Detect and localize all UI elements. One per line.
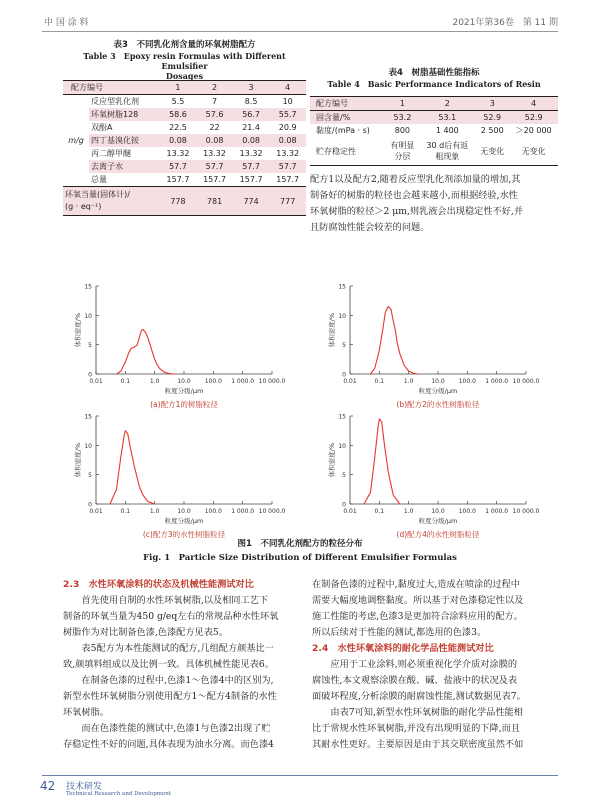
- text-line: 应用于工业涂料,则必须重视化学介质对涂膜的: [330, 659, 518, 670]
- left-column: [63, 577, 303, 753]
- text-line: 需要大幅度地调整黏度。所以基于对色漆稳定性以及: [312, 595, 524, 606]
- text-line: 配方1以及配方2,随着反应型乳化剂添加量的增加,其: [310, 174, 521, 185]
- table-cell: 52.9: [524, 113, 543, 122]
- table-cell: 56.7: [242, 110, 260, 119]
- y-tick-label: 10: [84, 442, 92, 450]
- y-tick-label: 15: [84, 283, 92, 291]
- x-tick-label: 0.01: [89, 378, 103, 385]
- text-line: 而在色漆性能的测试中,色漆1与色漆2出现了贮: [81, 723, 271, 734]
- series-line: [371, 307, 418, 375]
- subfigure-caption: (a)配方1的树脂粒径: [150, 400, 218, 409]
- text-line: 制备的环氧当量为450 g/eq左右的常规品种水性环氧: [63, 611, 279, 622]
- x-tick-label: 1.0: [149, 508, 160, 515]
- chart-panel: [73, 414, 286, 540]
- text-line: 施工性能的考虑,色漆3是更加符合涂料应用的配方。: [312, 611, 523, 622]
- x-tick-label: 1 000.0: [231, 378, 255, 385]
- y-axis-label: 体积密度/%: [328, 442, 336, 478]
- section-heading-2-3: 2.3 水性环氧涂料的状态及机械性能测试对比: [63, 579, 254, 590]
- text-line: 树脂作为对比制备色漆,色漆配方见表5。: [63, 627, 228, 638]
- x-tick-label: 10 000.0: [512, 508, 540, 515]
- y-tick-label: 0: [342, 371, 346, 379]
- x-tick-label: 1.0: [149, 378, 160, 385]
- table-cell: 53.2: [393, 113, 412, 122]
- table-cell: 0.08: [169, 136, 187, 145]
- header-rule: [42, 31, 558, 32]
- paragraph: [63, 673, 303, 721]
- x-tick-label: 10.0: [431, 508, 445, 515]
- figure-1-charts: [0, 270, 600, 539]
- table-row: [63, 173, 306, 187]
- table-cell: 13.32: [203, 149, 226, 158]
- table-row: [63, 134, 306, 147]
- y-tick-label: 15: [338, 413, 346, 421]
- figure-caption-en: Fig. 1 Particle Size Distribution of Different Emulsifier Formulas: [143, 553, 457, 563]
- table-cell: 781: [206, 196, 223, 206]
- table-cell: 57.6: [205, 110, 224, 119]
- figure-caption-cn: 图1 不同乳化剂配方的粒径分布: [237, 539, 363, 549]
- table-cell-name: 贮存稳定性: [316, 146, 356, 156]
- x-tick-label: 10.0: [177, 378, 191, 385]
- x-axis-label: 粒度分级/μm: [164, 517, 204, 525]
- y-tick-label: 5: [88, 472, 92, 480]
- table-cell: 157.7: [276, 175, 300, 184]
- y-axis-label: 体积密度/%: [328, 312, 336, 348]
- cell-line: 粗现象: [435, 152, 460, 161]
- x-tick-label: 0.01: [343, 378, 357, 385]
- table-cell: [385, 137, 419, 166]
- text-line: 表5配方为本性能测试的配方,几组配方颜基比一: [81, 643, 274, 654]
- chart-panel: [327, 414, 540, 540]
- table-cell: 0.08: [205, 136, 224, 145]
- x-tick-label: 1 000.0: [485, 378, 509, 385]
- subfigure-caption: (d)配方4的水性树脂粒径: [396, 530, 480, 539]
- x-tick-label: 100.0: [458, 508, 476, 515]
- cell-line: 分层: [394, 152, 411, 161]
- eq-label-line: 环氧当量(固体计)/: [65, 190, 130, 199]
- text-line: 环氧树脂。: [63, 707, 109, 718]
- y-tick-label: 10: [338, 442, 346, 450]
- table-cell: 53.1: [438, 113, 457, 122]
- x-tick-label: 0.01: [343, 508, 357, 515]
- text-line: 首先使用自制的水性环氧树脂,以及相同工艺下: [81, 595, 269, 606]
- x-tick-label: 10.0: [177, 508, 191, 515]
- table-row: [63, 108, 306, 121]
- table-cell: 0.08: [278, 136, 297, 145]
- x-tick-label: 100.0: [204, 508, 222, 515]
- table-cell-name: 四丁基溴化铵: [91, 136, 139, 145]
- table-row: [310, 111, 558, 125]
- table3: [63, 80, 306, 216]
- section-heading-2-4: 2.4 水性环氧涂料的耐化学品性能测试对比: [312, 643, 494, 654]
- x-tick-label: 10 000.0: [258, 508, 286, 515]
- page-number: 42: [40, 779, 56, 793]
- x-tick-label: 100.0: [458, 378, 476, 385]
- y-tick-label: 10: [84, 312, 92, 320]
- table-cell: 777: [280, 196, 296, 206]
- subfigure-caption: (c)配方3的水性树脂粒径: [142, 530, 226, 539]
- right-column: [312, 577, 558, 753]
- table-cell-name: 去离子水: [91, 162, 123, 171]
- table-cell: 57.7: [278, 162, 297, 171]
- table-cell: 57.7: [169, 162, 187, 171]
- text-line: 致,颜填料组成以及比例一致。具体机械性能见表6。: [63, 659, 274, 670]
- table-cell: [475, 137, 509, 166]
- table-cell: 21.4: [242, 123, 260, 132]
- x-axis-label: 粒度分级/μm: [418, 517, 458, 525]
- x-tick-label: 0.01: [89, 508, 103, 515]
- x-tick-label: 100.0: [204, 378, 222, 385]
- table3-title-en: Table 3 Epoxy resin Formulas with Different Emulsifier: [83, 51, 286, 71]
- table-cell: 774: [243, 196, 259, 206]
- table-row: [310, 124, 558, 137]
- table3-eq-label: [63, 187, 160, 216]
- text-line: 环氧树脂的粒径＞2 μm,则乳液会出现稳定性不好,并: [310, 206, 524, 217]
- table-cell: 1 400: [435, 126, 459, 135]
- footer-rule: [42, 775, 558, 776]
- y-tick-label: 0: [88, 371, 92, 379]
- cell-line: 有明显: [390, 141, 415, 150]
- cell-line: 无变化: [480, 146, 505, 156]
- paragraph: [63, 721, 303, 753]
- x-tick-label: 10.0: [431, 378, 445, 385]
- text-line: 腐蚀性,本文观察涂膜在酸、碱、盐液中的状况及表: [312, 675, 518, 686]
- x-tick-label: 1.0: [403, 508, 414, 515]
- x-tick-label: 0.1: [120, 378, 131, 385]
- journal-name: 中 国 涂 料: [44, 18, 89, 28]
- table-cell: 5.5: [171, 97, 185, 106]
- table3-title-en-2: Dosages: [165, 71, 204, 81]
- x-tick-label: 0.1: [120, 508, 131, 515]
- footer-label-en: Technical Research and Development: [66, 791, 171, 797]
- table-cell: 55.7: [278, 110, 297, 119]
- table3-head-3: 3: [248, 83, 254, 92]
- table4-block: [310, 68, 558, 89]
- table-cell: 52.9: [483, 113, 502, 122]
- x-tick-label: 10 000.0: [258, 378, 286, 385]
- paragraph: [312, 705, 558, 753]
- table-cell: 157.7: [239, 175, 263, 184]
- y-axis-label: 体积密度/%: [74, 442, 82, 478]
- table-cell: 2 500: [480, 126, 504, 135]
- table-cell: 13.32: [276, 149, 300, 158]
- series-line: [364, 419, 400, 504]
- right-top-paragraph: [310, 172, 558, 236]
- table-cell: 7: [211, 97, 218, 106]
- x-tick-label: 1.0: [403, 378, 414, 385]
- table-cell-name: 双酚A: [91, 123, 113, 132]
- table4-head-1: 1: [399, 99, 405, 108]
- table3-head-1: 1: [175, 83, 181, 92]
- table4-head-4: 4: [531, 99, 537, 108]
- table-cell-name: 总量: [91, 175, 107, 184]
- table-cell: 13.32: [239, 149, 263, 158]
- table4-head-3: 3: [489, 99, 495, 108]
- table4-head-2: 2: [444, 99, 450, 108]
- table-cell: 22.5: [169, 123, 187, 132]
- table3-title-cn: 表3 不同乳化剂含量的环氧树脂配方: [113, 40, 256, 50]
- paragraph: [63, 593, 303, 641]
- table-cell: 157.7: [166, 175, 190, 184]
- table-row: [63, 95, 306, 109]
- x-axis-label: 粒度分级/μm: [418, 387, 458, 395]
- y-tick-label: 0: [88, 501, 92, 509]
- table-cell: 57.7: [242, 162, 260, 171]
- table-cell-name: 丙二醇甲醚: [91, 149, 131, 158]
- x-tick-label: 1 000.0: [231, 508, 255, 515]
- table4-title-en: Table 4 Basic Performance Indicators of Resin: [327, 79, 541, 89]
- table-row: [63, 160, 306, 173]
- issue-info: 2021年第36卷 第 11 期: [452, 18, 558, 28]
- y-tick-label: 0: [342, 501, 346, 509]
- paragraph: [63, 641, 303, 673]
- eq-label-line: (g · eq⁻¹): [65, 202, 102, 211]
- x-tick-label: 0.1: [374, 508, 385, 515]
- table-cell: 778: [170, 196, 186, 206]
- table-cell-name: 反应型乳化剂: [91, 97, 139, 106]
- subfigure-caption: (b)配方2的水性树脂粒径: [396, 400, 480, 409]
- x-tick-label: 1 000.0: [485, 508, 509, 515]
- chart-panel: [73, 284, 286, 410]
- footer-label-cn: 技术研发: [66, 782, 103, 792]
- text-line: 在制备色漆的过程中,色漆1～色漆4中的区别为,: [81, 675, 274, 686]
- y-axis-label: 体积密度/%: [74, 312, 82, 348]
- y-tick-label: 5: [342, 472, 346, 480]
- cell-line: 无变化: [521, 146, 546, 156]
- series-line: [117, 329, 176, 374]
- x-tick-label: 10 000.0: [512, 378, 540, 385]
- table3-unit-cell: m/g: [63, 95, 89, 187]
- table-cell: ＞20 000: [515, 126, 552, 135]
- table-cell: 13.32: [166, 149, 190, 158]
- y-tick-label: 5: [88, 342, 92, 350]
- table4: [310, 96, 558, 166]
- text-line: 比于常规水性环氧树脂,并没有出现明显的下降,而且: [312, 723, 520, 734]
- paragraph: [312, 657, 558, 705]
- table-cell: 8.5: [244, 97, 258, 106]
- paragraph: [312, 577, 558, 641]
- text-line: 且防腐蚀性能会较差的问题。: [310, 222, 430, 233]
- text-line: 由表7可知,新型水性环氧树脂的耐化学品性能相: [330, 707, 523, 718]
- x-tick-label: 0.1: [374, 378, 385, 385]
- table-cell: 800: [394, 126, 411, 135]
- text-line: 其耐水性更好。主要原因是由于其交联密度虽然不如: [312, 739, 524, 750]
- table-cell-name: 黏度/(mPa · s): [316, 126, 370, 135]
- table3-head-4: 4: [285, 83, 291, 92]
- chart-panel: [327, 284, 540, 410]
- text-line: 存稳定性不好的问题,具体表现为油水分离。而色漆4: [63, 739, 274, 750]
- table3-head-label: 配方编号: [71, 83, 103, 92]
- table-cell: [419, 137, 475, 166]
- table-cell: 58.6: [169, 110, 187, 119]
- series-line: [110, 431, 155, 504]
- y-tick-label: 15: [338, 283, 346, 291]
- table-cell: 22: [209, 123, 220, 132]
- x-axis-label: 粒度分级/μm: [164, 387, 204, 395]
- text-line: 新型水性环氧树脂分别使用配方1～配方4制备的水性: [63, 691, 277, 702]
- text-line: 面破坏程度,分析涂膜的耐腐蚀性能,测试数据见表7。: [312, 691, 526, 702]
- table-cell-name: 环氧树脂128: [91, 110, 139, 119]
- table4-header-row: [310, 97, 558, 111]
- table4-head-label: 配方编号: [316, 99, 348, 108]
- table-cell: 57.7: [205, 162, 224, 171]
- table-cell-name: 固含量/%: [316, 113, 351, 122]
- text-line: 所以后续对于性能的测试,都选用的色漆3。: [312, 627, 487, 638]
- table-row: [63, 121, 306, 134]
- table3-head-2: 2: [211, 83, 218, 92]
- cell-line: 30 d后有返: [426, 141, 469, 150]
- table3-header-row: [63, 81, 306, 95]
- text-line: 在制备色漆的过程中,黏度过大,造成在喷涂的过程中: [312, 579, 520, 590]
- table-cell: 10: [282, 97, 293, 106]
- table-row: [63, 147, 306, 160]
- table4-title-cn: 表4 树脂基础性能指标: [388, 68, 480, 78]
- table-cell: 20.9: [278, 123, 297, 132]
- y-tick-label: 5: [342, 342, 346, 350]
- y-tick-label: 10: [338, 312, 346, 320]
- table3-block: [63, 40, 306, 81]
- table4-storage-row: [310, 137, 558, 166]
- table-cell: [509, 137, 558, 166]
- text-line: 制备好的树脂的粒径也会越来越小,而根据经验,水性: [310, 190, 518, 201]
- y-tick-label: 15: [84, 413, 92, 421]
- table-cell: 0.08: [242, 136, 260, 145]
- table3-eq-row: [63, 187, 306, 216]
- table-cell: 157.7: [203, 175, 226, 184]
